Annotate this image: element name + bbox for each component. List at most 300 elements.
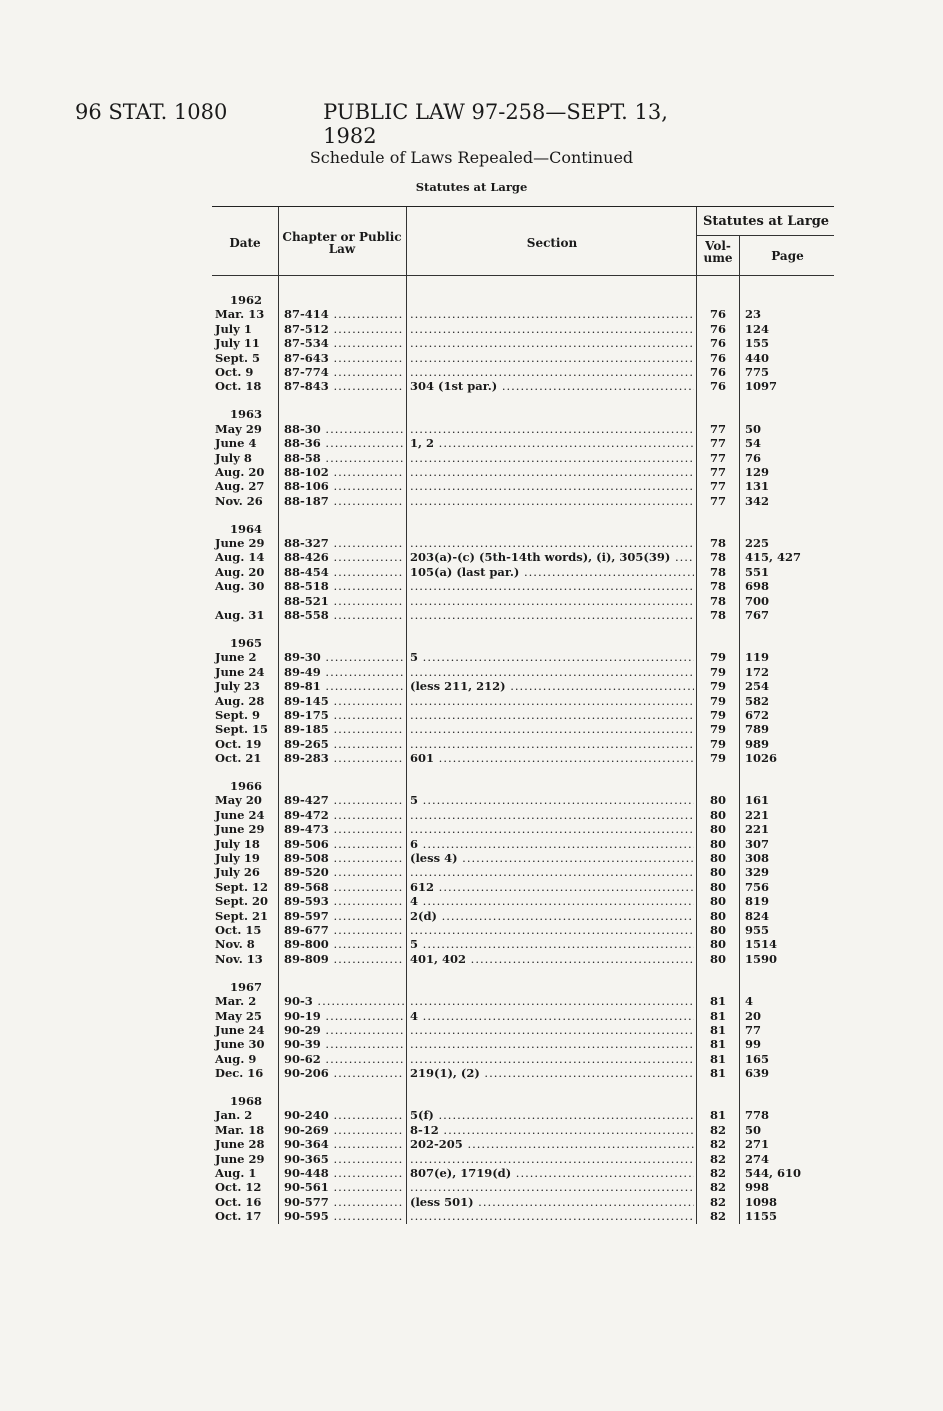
cell-date bbox=[215, 365, 275, 379]
laws-repealed-table bbox=[212, 206, 834, 1224]
cell-volume bbox=[698, 737, 738, 751]
cell-law-text: 87-643 bbox=[284, 350, 329, 365]
cell-law bbox=[284, 909, 404, 923]
table-row bbox=[212, 451, 834, 465]
cell-page bbox=[745, 579, 830, 593]
cell-section bbox=[410, 894, 694, 908]
cell-volume bbox=[698, 608, 738, 622]
cell-law bbox=[284, 479, 404, 493]
table-row bbox=[212, 694, 834, 708]
cell-section bbox=[410, 550, 694, 564]
cell-date-text: June 24 bbox=[215, 1022, 265, 1037]
cell-volume-text: 79 bbox=[709, 707, 726, 722]
year-group bbox=[212, 293, 834, 394]
table-row bbox=[212, 650, 834, 664]
cell-page bbox=[745, 336, 830, 350]
cell-section-text: 202-205 bbox=[410, 1137, 463, 1152]
cell-law bbox=[284, 1037, 404, 1051]
cell-date bbox=[215, 1123, 275, 1137]
table-row bbox=[212, 722, 834, 736]
cell-law-text: 90-448 bbox=[284, 1166, 329, 1181]
cell-law bbox=[284, 694, 404, 708]
cell-section-text: 612 bbox=[410, 879, 435, 894]
cell-section-text: (less 211, 212) bbox=[410, 679, 506, 694]
cell-page-text: 20 bbox=[745, 1008, 762, 1023]
table-row bbox=[212, 1209, 834, 1223]
year-group bbox=[212, 779, 834, 966]
cell-section bbox=[410, 650, 694, 664]
cell-section bbox=[410, 665, 694, 679]
cell-volume-text: 79 bbox=[709, 679, 726, 694]
cell-page bbox=[745, 837, 830, 851]
cell-page bbox=[745, 737, 830, 751]
cell-volume bbox=[698, 722, 738, 736]
cell-section bbox=[410, 307, 694, 321]
cell-date bbox=[215, 894, 275, 908]
cell-page bbox=[745, 307, 830, 321]
cell-section-text: 4 bbox=[410, 1008, 419, 1023]
cell-volume bbox=[698, 494, 738, 508]
cell-law-text: 90-3 bbox=[284, 994, 313, 1009]
cell-volume-text: 76 bbox=[709, 379, 726, 394]
cell-volume bbox=[698, 1137, 738, 1151]
table-row bbox=[212, 923, 834, 937]
cell-law-text: 87-774 bbox=[284, 364, 329, 379]
cell-volume-text: 77 bbox=[709, 421, 726, 436]
cell-date-text: May 20 bbox=[215, 793, 262, 808]
header-section: Section bbox=[526, 236, 578, 250]
cell-date bbox=[215, 1195, 275, 1209]
cell-volume bbox=[698, 937, 738, 951]
cell-law-text: 89-30 bbox=[284, 650, 321, 665]
cell-section bbox=[410, 937, 694, 951]
cell-section bbox=[410, 1066, 694, 1080]
cell-page-text: 329 bbox=[745, 865, 770, 880]
cell-volume-text: 80 bbox=[709, 807, 726, 822]
cell-section bbox=[410, 594, 694, 608]
table-row bbox=[212, 579, 834, 593]
cell-date bbox=[215, 751, 275, 765]
cell-law bbox=[284, 579, 404, 593]
cell-page bbox=[745, 1166, 830, 1180]
cell-date bbox=[215, 336, 275, 350]
cell-page bbox=[745, 494, 830, 508]
cell-law bbox=[284, 865, 404, 879]
cell-volume bbox=[698, 865, 738, 879]
cell-volume-text: 82 bbox=[709, 1137, 726, 1152]
cell-law bbox=[284, 1180, 404, 1194]
cell-law-text: 89-49 bbox=[284, 664, 321, 679]
cell-volume-text: 81 bbox=[709, 1066, 726, 1081]
table-row bbox=[212, 336, 834, 350]
cell-volume bbox=[698, 1023, 738, 1037]
cell-page-text: 271 bbox=[745, 1137, 770, 1152]
cell-volume bbox=[698, 1195, 738, 1209]
cell-date bbox=[215, 837, 275, 851]
cell-volume bbox=[698, 594, 738, 608]
year-heading: 1964 bbox=[230, 521, 263, 536]
table-row bbox=[212, 307, 834, 321]
cell-page bbox=[745, 365, 830, 379]
cell-volume-text: 79 bbox=[709, 751, 726, 766]
cell-section bbox=[410, 679, 694, 693]
table-row bbox=[212, 565, 834, 579]
cell-section-text: 5(f) bbox=[410, 1108, 434, 1123]
cell-law-text: 89-265 bbox=[284, 736, 329, 751]
cell-volume bbox=[698, 322, 738, 336]
cell-law-text: 89-175 bbox=[284, 707, 329, 722]
cell-section bbox=[410, 737, 694, 751]
table-row bbox=[212, 365, 834, 379]
cell-law bbox=[284, 937, 404, 951]
cell-page-text: 440 bbox=[745, 350, 770, 365]
cell-section-text: (less 501) bbox=[410, 1194, 474, 1209]
cell-date-text: Mar. 18 bbox=[215, 1122, 265, 1137]
table-row bbox=[212, 422, 834, 436]
cell-page bbox=[745, 793, 830, 807]
cell-page bbox=[745, 422, 830, 436]
cell-law-text: 90-577 bbox=[284, 1194, 329, 1209]
cell-section bbox=[410, 1137, 694, 1151]
cell-date bbox=[215, 793, 275, 807]
cell-law-text: 88-102 bbox=[284, 464, 329, 479]
cell-volume bbox=[698, 1152, 738, 1166]
table-row bbox=[212, 994, 834, 1008]
cell-page-text: 99 bbox=[745, 1037, 762, 1052]
cell-page-text: 778 bbox=[745, 1108, 770, 1123]
cell-section-text: 807(e), 1719(d) bbox=[410, 1166, 512, 1181]
cell-volume-text: 82 bbox=[709, 1151, 726, 1166]
cell-date-text: May 25 bbox=[215, 1008, 262, 1023]
cell-law-text: 89-800 bbox=[284, 937, 329, 952]
cell-date-text: Jan. 2 bbox=[215, 1108, 253, 1123]
cell-date-text: Oct. 15 bbox=[215, 923, 262, 937]
cell-page bbox=[745, 1066, 830, 1080]
cell-date-text: June 29 bbox=[215, 822, 265, 837]
cell-page-text: 767 bbox=[745, 608, 770, 622]
cell-law-text: 90-269 bbox=[284, 1122, 329, 1137]
cell-date bbox=[215, 565, 275, 579]
cell-volume-text: 82 bbox=[709, 1209, 726, 1224]
cell-section-text: 8-12 bbox=[410, 1122, 439, 1137]
cell-volume-text: 80 bbox=[709, 865, 726, 880]
cell-law bbox=[284, 952, 404, 966]
table-row bbox=[212, 737, 834, 751]
cell-page bbox=[745, 851, 830, 865]
cell-volume bbox=[698, 436, 738, 450]
cell-date-text: June 29 bbox=[215, 1151, 265, 1166]
table-row bbox=[212, 1195, 834, 1209]
cell-date-text: June 2 bbox=[215, 650, 257, 665]
table-row bbox=[212, 536, 834, 550]
cell-date bbox=[215, 465, 275, 479]
cell-volume bbox=[698, 650, 738, 664]
cell-date bbox=[215, 351, 275, 365]
cell-law-text: 89-81 bbox=[284, 679, 321, 694]
cell-section bbox=[410, 822, 694, 836]
year-group bbox=[212, 636, 834, 766]
cell-date bbox=[215, 451, 275, 465]
cell-date-text: June 4 bbox=[215, 436, 257, 451]
cell-date bbox=[215, 1180, 275, 1194]
cell-law-text: 87-414 bbox=[284, 307, 329, 322]
cell-volume bbox=[698, 1209, 738, 1223]
table-row bbox=[212, 1166, 834, 1180]
cell-page-text: 789 bbox=[745, 722, 770, 737]
cell-volume-text: 82 bbox=[709, 1194, 726, 1209]
cell-date-text: Oct. 18 bbox=[215, 379, 262, 394]
cell-date-text: Oct. 19 bbox=[215, 736, 262, 751]
cell-volume-text: 80 bbox=[709, 851, 726, 866]
cell-law-text: 88-36 bbox=[284, 436, 321, 451]
cell-section bbox=[410, 608, 694, 622]
cell-section-text: 5 bbox=[410, 650, 419, 665]
cell-date-text: Dec. 16 bbox=[215, 1066, 264, 1081]
cell-page bbox=[745, 650, 830, 664]
cell-page bbox=[745, 937, 830, 951]
cell-section bbox=[410, 1009, 694, 1023]
cell-page bbox=[745, 751, 830, 765]
cell-section bbox=[410, 865, 694, 879]
cell-law bbox=[284, 594, 404, 608]
cell-law bbox=[284, 1066, 404, 1080]
cell-page bbox=[745, 1209, 830, 1223]
cell-law-text: 88-106 bbox=[284, 479, 329, 494]
cell-law bbox=[284, 465, 404, 479]
cell-section bbox=[410, 322, 694, 336]
cell-law-text: 88-30 bbox=[284, 421, 321, 436]
table-body bbox=[212, 293, 834, 1237]
cell-volume-text: 78 bbox=[709, 608, 726, 622]
cell-date bbox=[215, 494, 275, 508]
cell-page-text: 274 bbox=[745, 1151, 770, 1166]
table-row bbox=[212, 880, 834, 894]
table-row bbox=[212, 1152, 834, 1166]
cell-law bbox=[284, 894, 404, 908]
cell-section-text: 105(a) (last par.) bbox=[410, 564, 520, 579]
cell-section bbox=[410, 1152, 694, 1166]
cell-volume bbox=[698, 1037, 738, 1051]
cell-date-text: July 11 bbox=[215, 336, 260, 351]
cell-law bbox=[284, 708, 404, 722]
header-volume: Vol- ume bbox=[703, 239, 733, 265]
cell-date bbox=[215, 808, 275, 822]
table-row bbox=[212, 894, 834, 908]
cell-date-text: Sept. 20 bbox=[215, 894, 268, 909]
cell-law-text: 90-19 bbox=[284, 1008, 321, 1023]
cell-date bbox=[215, 937, 275, 951]
cell-page bbox=[745, 1195, 830, 1209]
cell-date-text: Nov. 13 bbox=[215, 951, 263, 966]
cell-section-text: 219(1), (2) bbox=[410, 1066, 480, 1081]
year-group bbox=[212, 522, 834, 623]
cell-law bbox=[284, 565, 404, 579]
cell-volume-text: 78 bbox=[709, 550, 726, 565]
cell-page-text: 307 bbox=[745, 836, 770, 851]
cell-volume bbox=[698, 880, 738, 894]
cell-date bbox=[215, 536, 275, 550]
cell-date-text: Aug. 30 bbox=[215, 579, 265, 594]
cell-page bbox=[745, 708, 830, 722]
cell-date-text: Aug. 31 bbox=[215, 608, 265, 622]
cell-page bbox=[745, 808, 830, 822]
cell-page-text: 1590 bbox=[745, 951, 778, 966]
year-heading: 1966 bbox=[230, 779, 263, 794]
cell-page bbox=[745, 1052, 830, 1066]
cell-volume bbox=[698, 894, 738, 908]
cell-law bbox=[284, 608, 404, 622]
cell-volume bbox=[698, 579, 738, 593]
cell-page-text: 54 bbox=[745, 436, 762, 451]
cell-page bbox=[745, 822, 830, 836]
cell-volume bbox=[698, 1123, 738, 1137]
cell-volume-text: 76 bbox=[709, 336, 726, 351]
cell-section bbox=[410, 379, 694, 393]
cell-law-text: 89-508 bbox=[284, 851, 329, 866]
cell-date-text: Oct. 21 bbox=[215, 751, 262, 766]
cell-date bbox=[215, 436, 275, 450]
cell-page-text: 544, 610 bbox=[745, 1166, 802, 1181]
cell-law bbox=[284, 665, 404, 679]
cell-section bbox=[410, 1037, 694, 1051]
cell-page-text: 819 bbox=[745, 894, 770, 909]
cell-date bbox=[215, 909, 275, 923]
year-heading: 1965 bbox=[230, 635, 263, 650]
cell-law bbox=[284, 351, 404, 365]
cell-date bbox=[215, 851, 275, 865]
cell-section bbox=[410, 1108, 694, 1122]
cell-date-text: Aug. 1 bbox=[215, 1166, 257, 1181]
cell-page bbox=[745, 465, 830, 479]
cell-date-text: Aug. 27 bbox=[215, 479, 265, 494]
cell-page-text: 700 bbox=[745, 593, 770, 608]
cell-volume-text: 81 bbox=[709, 1008, 726, 1023]
cell-volume bbox=[698, 665, 738, 679]
cell-law bbox=[284, 422, 404, 436]
cell-law bbox=[284, 365, 404, 379]
year-group bbox=[212, 407, 834, 508]
cell-volume-text: 82 bbox=[709, 1122, 726, 1137]
cell-section bbox=[410, 1023, 694, 1037]
cell-date bbox=[215, 1108, 275, 1122]
cell-date bbox=[215, 1166, 275, 1180]
cell-date bbox=[215, 822, 275, 836]
cell-volume bbox=[698, 708, 738, 722]
cell-law bbox=[284, 1152, 404, 1166]
cell-law bbox=[284, 451, 404, 465]
cell-section bbox=[410, 851, 694, 865]
cell-volume bbox=[698, 909, 738, 923]
cell-section bbox=[410, 351, 694, 365]
cell-date-text: Aug. 9 bbox=[215, 1051, 257, 1066]
cell-date bbox=[215, 1023, 275, 1037]
cell-volume-text: 77 bbox=[709, 450, 726, 465]
cell-page-text: 989 bbox=[745, 736, 770, 751]
cell-section bbox=[410, 909, 694, 923]
cell-law bbox=[284, 322, 404, 336]
cell-date-text: July 18 bbox=[215, 836, 260, 851]
cell-law bbox=[284, 307, 404, 321]
cell-page-text: 698 bbox=[745, 579, 770, 594]
cell-law bbox=[284, 1023, 404, 1037]
table-row bbox=[212, 465, 834, 479]
cell-section-text: (less 4) bbox=[410, 851, 458, 866]
cell-law bbox=[284, 1209, 404, 1223]
table-row bbox=[212, 708, 834, 722]
cell-volume-text: 80 bbox=[709, 879, 726, 894]
cell-law bbox=[284, 808, 404, 822]
header-rule bbox=[212, 275, 834, 276]
cell-page bbox=[745, 1180, 830, 1194]
cell-law-text: 89-593 bbox=[284, 894, 329, 909]
cell-page-text: 955 bbox=[745, 923, 770, 937]
cell-date-text: June 30 bbox=[215, 1037, 265, 1052]
cell-date bbox=[215, 952, 275, 966]
cell-section bbox=[410, 1052, 694, 1066]
cell-section bbox=[410, 751, 694, 765]
cell-law bbox=[284, 650, 404, 664]
cell-page-text: 756 bbox=[745, 879, 770, 894]
schedule-title: Schedule of Laws Repealed—Continued bbox=[309, 148, 634, 167]
cell-page bbox=[745, 1009, 830, 1023]
cell-volume-text: 79 bbox=[709, 650, 726, 665]
cell-date bbox=[215, 679, 275, 693]
cell-section bbox=[410, 722, 694, 736]
cell-page-text: 582 bbox=[745, 693, 770, 708]
year-heading: 1962 bbox=[230, 293, 263, 307]
cell-law bbox=[284, 494, 404, 508]
table-row bbox=[212, 837, 834, 851]
cell-volume-text: 79 bbox=[709, 693, 726, 708]
cell-page bbox=[745, 1137, 830, 1151]
cell-law-text: 88-426 bbox=[284, 550, 329, 565]
year-group bbox=[212, 980, 834, 1081]
cell-page bbox=[745, 1123, 830, 1137]
year-heading: 1968 bbox=[230, 1094, 263, 1109]
cell-page bbox=[745, 865, 830, 879]
cell-section bbox=[410, 565, 694, 579]
cell-law bbox=[284, 379, 404, 393]
table-row bbox=[212, 808, 834, 822]
cell-section bbox=[410, 451, 694, 465]
cell-page-text: 254 bbox=[745, 679, 770, 694]
cell-section-text: 601 bbox=[410, 751, 435, 766]
table-row bbox=[212, 550, 834, 564]
cell-date bbox=[215, 379, 275, 393]
cell-volume bbox=[698, 565, 738, 579]
table-row bbox=[212, 751, 834, 765]
cell-section bbox=[410, 1123, 694, 1137]
cell-section bbox=[410, 365, 694, 379]
cell-law-text: 89-677 bbox=[284, 923, 329, 937]
cell-section bbox=[410, 1209, 694, 1223]
cell-date bbox=[215, 708, 275, 722]
cell-volume-text: 81 bbox=[709, 1051, 726, 1066]
cell-page bbox=[745, 594, 830, 608]
cell-section-text: 6 bbox=[410, 836, 419, 851]
cell-page-text: 672 bbox=[745, 707, 770, 722]
cell-volume-text: 80 bbox=[709, 793, 726, 808]
cell-page-text: 639 bbox=[745, 1066, 770, 1081]
cell-section bbox=[410, 494, 694, 508]
cell-law-text: 88-454 bbox=[284, 564, 329, 579]
cell-date-text: Oct. 17 bbox=[215, 1209, 262, 1224]
cell-volume bbox=[698, 837, 738, 851]
cell-volume-text: 79 bbox=[709, 722, 726, 737]
page-header bbox=[75, 100, 725, 148]
cell-law-text: 90-39 bbox=[284, 1037, 321, 1052]
cell-volume bbox=[698, 351, 738, 365]
